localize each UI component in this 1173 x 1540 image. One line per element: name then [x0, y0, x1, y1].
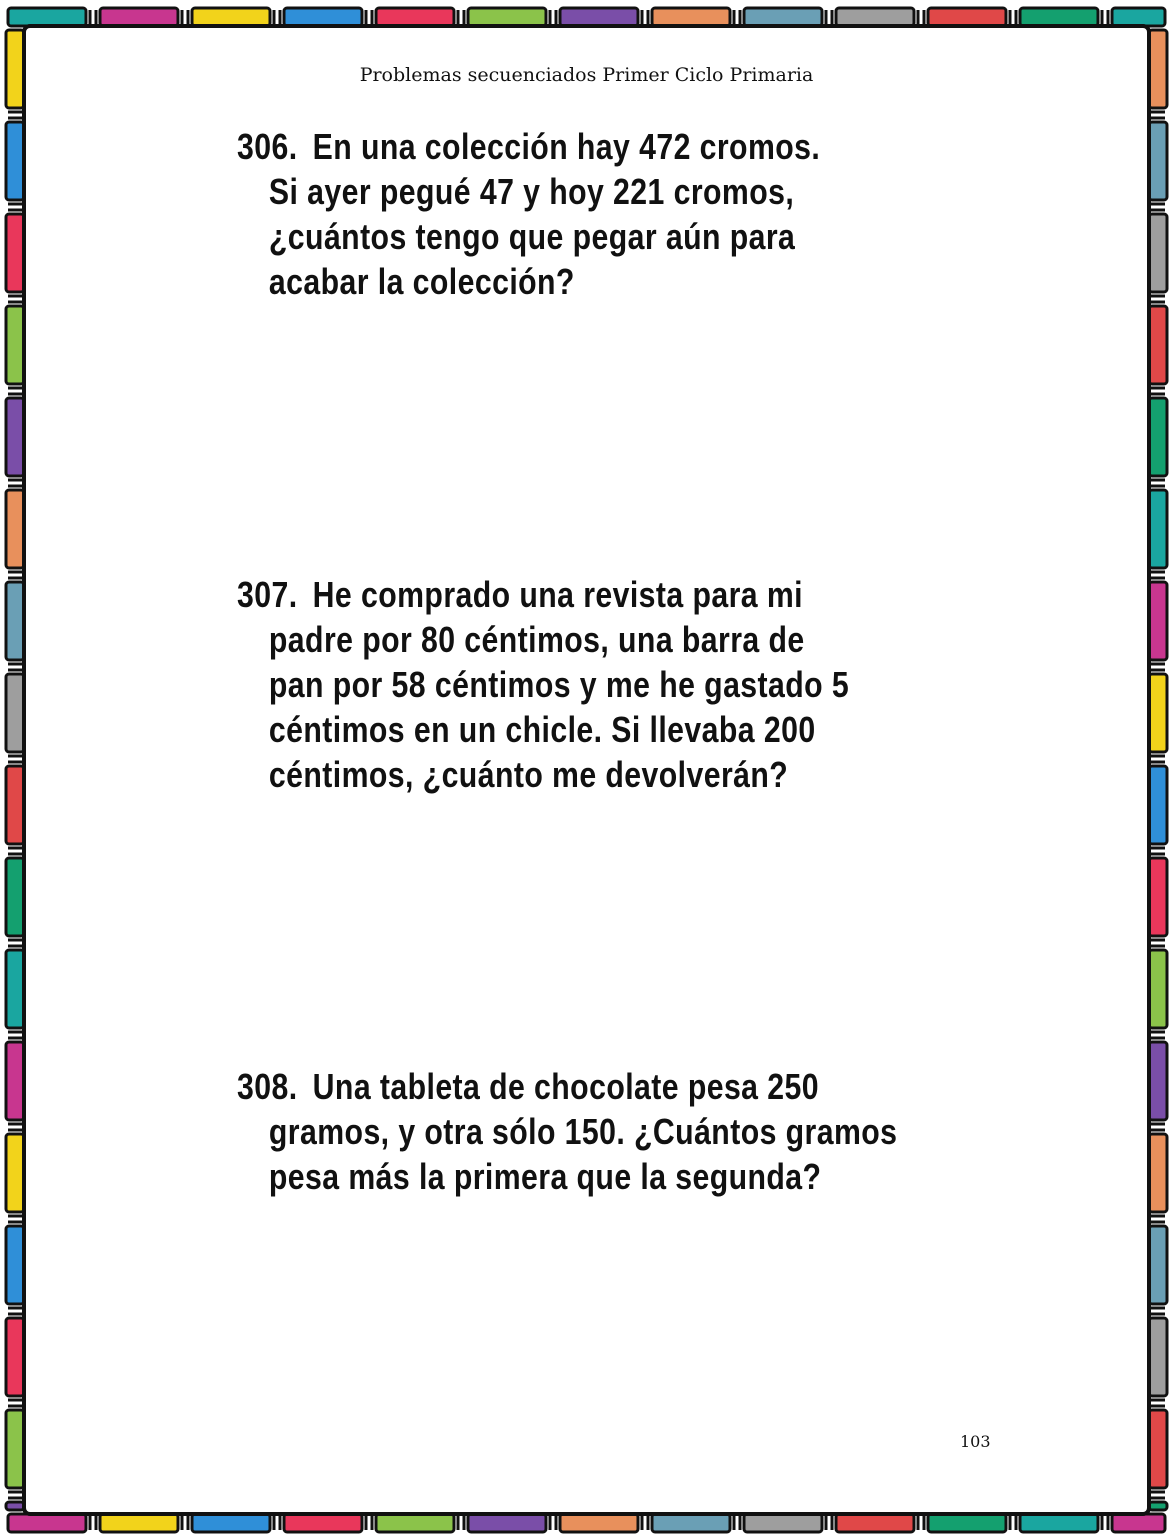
frame-segment [836, 8, 914, 26]
frame-segment [1149, 674, 1167, 752]
problem-text-line: En una colección hay 472 cromos. [312, 126, 821, 167]
frame-segment [744, 1514, 822, 1532]
frame-segment [928, 8, 1006, 26]
problem-text-line: padre por 80 céntimos, una barra de [268, 619, 805, 660]
frame-segment [6, 674, 24, 752]
frame-segment [6, 490, 24, 568]
frame-segment [744, 8, 822, 26]
frame-segment [1149, 858, 1167, 936]
page-number: 103 [960, 1432, 991, 1451]
frame-segment [1020, 1514, 1098, 1532]
frame-segment [468, 1514, 546, 1532]
frame-segment [6, 1226, 24, 1304]
frame-segment [6, 1318, 24, 1396]
problem-text-line: céntimos, ¿cuánto me devolverán? [268, 754, 789, 795]
frame-segment [1149, 950, 1167, 1028]
frame-segment [100, 8, 178, 26]
problem-308 [237, 1064, 898, 1199]
problem-text-line: Si ayer pegué 47 y hoy 221 cromos, [268, 171, 795, 212]
frame-segment [1149, 766, 1167, 844]
problem-number: 307. [237, 574, 298, 615]
frame-segment [1149, 214, 1167, 292]
frame-segment [1149, 582, 1167, 660]
problem-text-line: acabar la colección? [268, 261, 575, 302]
frame-segment [1149, 1410, 1167, 1488]
frame-segment [928, 1514, 1006, 1532]
frame-segment [1112, 8, 1165, 26]
frame-segment [6, 1410, 24, 1488]
frame-segment [6, 858, 24, 936]
frame-segment [1149, 306, 1167, 384]
frame-segment [836, 1514, 914, 1532]
frame-segment [6, 122, 24, 200]
frame-segment [6, 950, 24, 1028]
problem-text-line: ¿cuántos tengo que pegar aún para [268, 216, 796, 257]
problem-306 [237, 124, 875, 304]
frame-segment [6, 582, 24, 660]
frame-segment [6, 1502, 24, 1510]
page-header-title: Problemas secuenciados Primer Ciclo Primaria [359, 64, 814, 86]
frame-segment [6, 1042, 24, 1120]
frame-segment [6, 306, 24, 384]
frame-segment [192, 1514, 270, 1532]
frame-segment [100, 1514, 178, 1532]
problem-text-line: pesa más la primera que la segunda? [268, 1156, 822, 1197]
frame-segment [8, 8, 86, 26]
frame-segment [468, 8, 546, 26]
frame-segment [8, 1514, 86, 1532]
frame-segment [1149, 1042, 1167, 1120]
frame-segment [1149, 122, 1167, 200]
frame-segment [652, 1514, 730, 1532]
frame-segment [6, 398, 24, 476]
problem-text-line: Una tableta de chocolate pesa 250 [312, 1066, 819, 1107]
frame-segment [1149, 490, 1167, 568]
problem-text-line: He comprado una revista para mi [312, 574, 803, 615]
problem-number: 308. [237, 1066, 298, 1107]
frame-segment [284, 8, 362, 26]
frame-segment [192, 8, 270, 26]
frame-segment [376, 1514, 454, 1532]
frame-segment [1149, 1134, 1167, 1212]
frame-segment [560, 8, 638, 26]
frame-segment [6, 1134, 24, 1212]
frame-segment [6, 766, 24, 844]
frame-segment [1149, 1502, 1167, 1510]
frame-segment [560, 1514, 638, 1532]
problem-text-line: gramos, y otra sólo 150. ¿Cuántos gramos [268, 1111, 898, 1152]
frame-segment [1020, 8, 1098, 26]
problem-text-line: pan por 58 céntimos y me he gastado 5 [268, 664, 850, 705]
frame-segment [6, 214, 24, 292]
frame-segment [1149, 398, 1167, 476]
frame-segment [284, 1514, 362, 1532]
problem-number: 306. [237, 126, 298, 167]
frame-segment [1149, 1318, 1167, 1396]
frame-segment [1112, 1514, 1165, 1532]
frame-segment [652, 8, 730, 26]
frame-segment [1149, 1226, 1167, 1304]
frame-segment [376, 8, 454, 26]
problem-text-line: céntimos en un chicle. Si llevaba 200 [268, 709, 816, 750]
problem-307 [237, 572, 875, 797]
